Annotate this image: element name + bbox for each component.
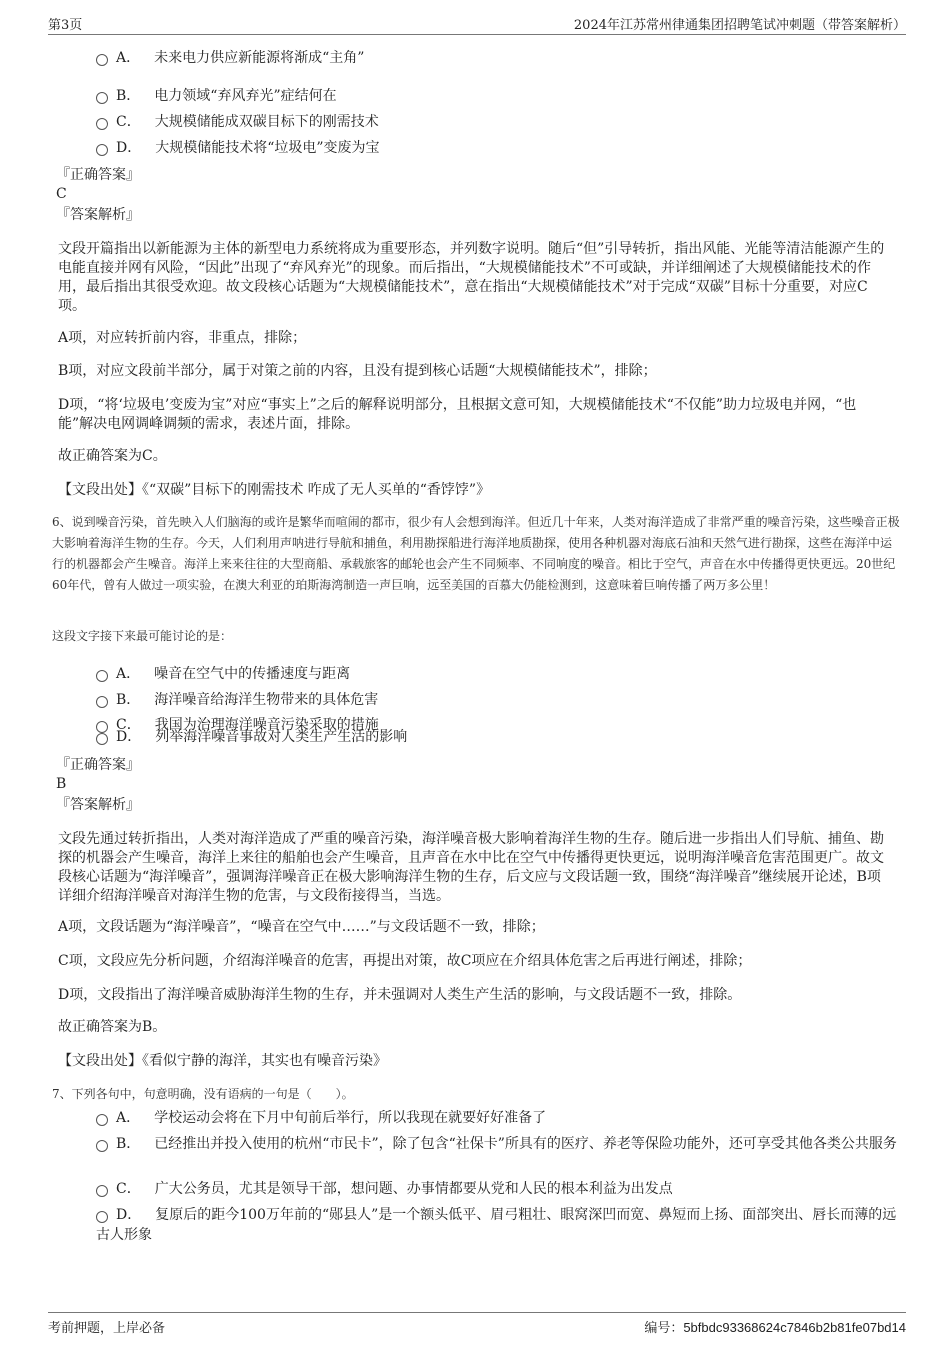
document-code — [644, 1317, 906, 1336]
q6-question: 这段文字接下来最可能讨论的是： — [52, 629, 233, 643]
q6-analysis-label: 『答案解析』 — [56, 797, 140, 813]
q5-analysis-label: 『答案解析』 — [56, 207, 140, 223]
radio-icon[interactable] — [96, 696, 108, 708]
q7-option-b[interactable]: B． 已经推出并投入使用的杭州“市民卡”，除了包含“社保卡”所具有的医疗、养老等保险功能外，还可享受其他各类公共服务 — [96, 1134, 900, 1154]
q6-option-c[interactable]: C． 我国为治理海洋噪音污染采取的措施 — [96, 715, 900, 735]
q5-note-b: B项，对应文段前半部分，属于对策之前的内容，且没有提到核心话题“大规模储能技术”，排除； — [58, 363, 657, 379]
q5-conclusion: 故正确答案为C。 — [58, 448, 167, 464]
q5-option-b[interactable]: B． 电力领域“弃风弃光”症结何在 — [96, 86, 900, 106]
q5-note-d: D项，“将‘垃圾电’变废为宝”对应“事实上”之后的解释说明部分，且根据文意可知，大规模储能技术“不仅能”助力垃圾电并网，“也能”解决电网调峰调频的需求，表述片面，排除。 — [58, 397, 857, 432]
radio-icon[interactable] — [96, 1185, 108, 1197]
q5-source: 【文段出处】《“双碳”目标下的刚需技术 咋成了无人买单的“香饽饽”》 — [58, 482, 491, 498]
code-label: 编号： — [644, 1321, 684, 1336]
q6-option-b[interactable]: B． 海洋噪音给海洋生物带来的具体危害 — [96, 690, 900, 710]
page-header — [48, 14, 906, 35]
radio-icon[interactable] — [96, 144, 108, 156]
radio-icon[interactable] — [96, 118, 108, 130]
code-value: 5bfbdc93368624c7846b2b81fe07bd14 — [683, 1320, 906, 1335]
q5-option-d[interactable]: D． 大规模储能技术将“垃圾电”变废为宝 — [96, 138, 900, 158]
q7-option-c[interactable]: C． 广大公务员，尤其是领导干部，想问题、办事情都要从党和人民的根本利益为出发点 — [96, 1179, 900, 1199]
radio-icon[interactable] — [96, 733, 108, 745]
q5-option-a[interactable]: A． 未来电力供应新能源将渐成“主角” — [96, 48, 900, 68]
q6-source: 【文段出处】《看似宁静的海洋，其实也有噪音污染》 — [58, 1053, 387, 1069]
q7-option-d[interactable]: D． 复原后的距今100万年前的“郧县人”是一个额头低平、眉弓粗壮、眼窝深凹而宽、鼻短而上扬、面部突出、唇长而薄的远古人形象 — [96, 1207, 897, 1243]
footer-slogan: 考前押题，上岸必备 — [48, 1321, 166, 1336]
radio-icon[interactable] — [96, 54, 108, 66]
page-number: 第3页 — [48, 18, 83, 33]
q5-note-a: A项，对应转折前内容，非重点，排除； — [58, 330, 307, 346]
q6-note-d: D项，文段指出了海洋噪音威胁海洋生物的生存，并未强调对人类生产生活的影响，与文段话题不一致，排除。 — [58, 987, 742, 1003]
document-title: 2024年江苏常州律通集团招聘笔试冲刺题（带答案解析） — [573, 18, 906, 33]
q5-option-c[interactable]: C． 大规模储能成双碳目标下的刚需技术 — [96, 112, 900, 132]
q6-option-d[interactable]: D． 列举海洋噪音事故对人类生产生活的影响 — [96, 727, 900, 747]
q6-option-a[interactable]: A． 噪音在空气中的传播速度与距离 — [96, 664, 900, 684]
q6-answer: B — [56, 776, 67, 792]
q6-answer-label: 『正确答案』 — [56, 757, 140, 773]
q6-conclusion: 故正确答案为B。 — [58, 1019, 167, 1035]
q6-note-c: C项，文段应先分析问题，介绍海洋噪音的危害，再提出对策，故C项应在介绍具体危害之后再进行阐述，排除； — [58, 953, 752, 969]
q5-analysis: 文段开篇指出以新能源为主体的新型电力系统将成为重要形态，并列数字说明。随后“但”引导转折，指出风能、光能等清洁能源产生的电能直接并网有风险，“因此”出现了“弃风弃光”的现象。而后指出，“大规模储能技术”不可或缺，并详细阐述了大规模储能技术的作用，最后指出其很受欢迎。故文段核心话题为“大规模储能技术”，意在指出“大规模储能技术”对于完成“双碳”目标十分重要，对应C项。 — [58, 241, 885, 314]
radio-icon[interactable] — [96, 1211, 108, 1223]
radio-icon[interactable] — [96, 1114, 108, 1126]
q5-answer: C — [56, 186, 67, 202]
radio-icon[interactable] — [96, 670, 108, 682]
q6-stem: 6、说到噪音污染，首先映入人们脑海的或许是繁华而喧闹的都市，很少有人会想到海洋。但近几十年来，人类对海洋造成了非常严重的噪音污染，这些噪音正极大影响着海洋生物的生存。今天，人们利用声呐进行导航和捕鱼，利用勘探船进行海洋地质勘探，使用各种机器对海底石油和天然气进行勘探，这些在海洋中运行的机器都会产生噪音。海洋上来来往往的大型商船、承载旅客的邮轮也会产生不同频率、不同响度的噪音。相比于空气，声音在水中传播得更快更远。20世纪60年代，曾有人做过一项实验，在澳大利亚的珀斯海湾制造一声巨响，远至美国的百慕大仍能检测到，这意味着巨响传播了两万多公里！ — [52, 515, 900, 592]
radio-icon[interactable] — [96, 92, 108, 104]
radio-icon[interactable] — [96, 1140, 108, 1152]
q6-note-a: A项，文段话题为“海洋噪音”，“噪音在空气中……”与文段话题不一致，排除； — [58, 919, 545, 935]
q5-answer-label: 『正确答案』 — [56, 167, 140, 183]
q7-option-a[interactable]: A． 学校运动会将在下月中旬前后举行，所以我现在就要好好准备了 — [96, 1108, 900, 1128]
q7-stem: 7、下列各句中，句意明确，没有语病的一句是（ ）。 — [52, 1087, 354, 1101]
q6-analysis: 文段先通过转折指出，人类对海洋造成了严重的噪音污染，海洋噪音极大影响着海洋生物的生存。随后进一步指出人们导航、捕鱼、勘探的机器会产生噪音，海洋上来往的船舶也会产生噪音，且声音在水中比在空气中传播得更快更远，说明海洋噪音危害范围更广。故文段核心话题为“海洋噪音”，强调海洋噪音正在极大影响海洋生物的生存，后文应与文段话题一致，围绕“海洋噪音”继续展开论述，B项详细介绍海洋噪音对海洋生物的危害，与文段衔接得当，当选。 — [58, 831, 884, 904]
page-footer — [48, 1312, 906, 1339]
